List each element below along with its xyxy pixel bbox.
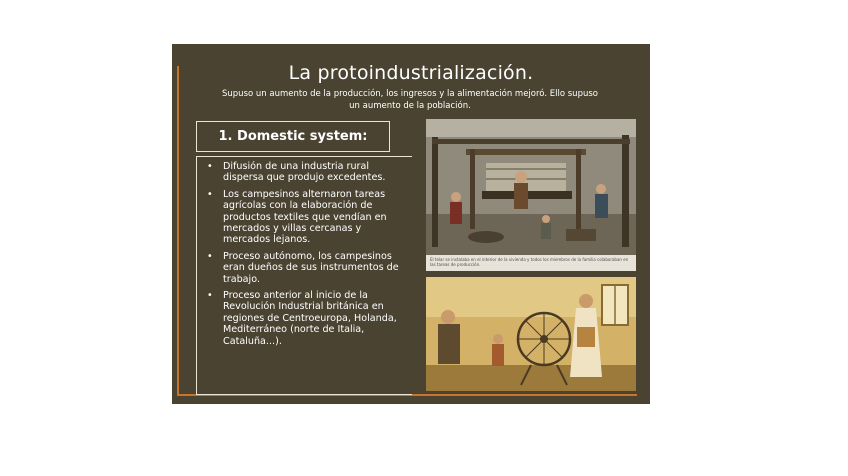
bullet-marker: •: [207, 188, 213, 200]
bullet-marker: •: [207, 250, 213, 262]
slide: [172, 44, 650, 404]
slide-title: La protoindustrialización.: [288, 62, 534, 84]
bullet-list-box: [196, 156, 412, 395]
section-heading-text: 1. Domestic system:: [218, 129, 368, 144]
image-caption: El telar se instalaba en el interior de la vivienda y todos los miembros de la familia colaboraban en las tareas de producción.: [430, 257, 629, 267]
bullet-text: Proceso autónomo, los campesinos eran dueños de sus instrumentos de trabajo.: [223, 250, 399, 285]
bullet-list: [197, 157, 412, 347]
loom-workshop-illustration: [426, 119, 636, 255]
slide-subtitle: Supuso un aumento de la producción, los ingresos y la alimentación mejoró. Ello supuso un aumento de la población.: [222, 89, 598, 111]
section-heading: [196, 121, 390, 152]
bullet-text: Proceso anterior al inicio de la Revolución Industrial británica en regiones de Centroeuropa, Holanda, Mediterráneo (norte de Italia, Cataluña...).: [223, 290, 397, 347]
accent-line-left: [177, 66, 179, 396]
spinning-wheel-illustration: [426, 277, 636, 391]
loom-workshop-image: [426, 119, 636, 271]
bullet-text: Difusión de una industria rural dispersa que produjo excedentes.: [223, 161, 386, 184]
bullet-item: [205, 290, 406, 347]
bullet-item: [205, 161, 406, 184]
bullet-item: [205, 251, 406, 285]
bullet-text: Los campesinos alternaron tareas agrícolas con la elaboración de productos textiles que vendían en mercados y villas cercanas y mercados lejanos.: [223, 188, 387, 246]
bullet-item: [205, 189, 406, 246]
bullet-marker: •: [207, 161, 213, 172]
spinning-wheel-image: [426, 277, 636, 391]
bullet-marker: •: [207, 290, 213, 302]
